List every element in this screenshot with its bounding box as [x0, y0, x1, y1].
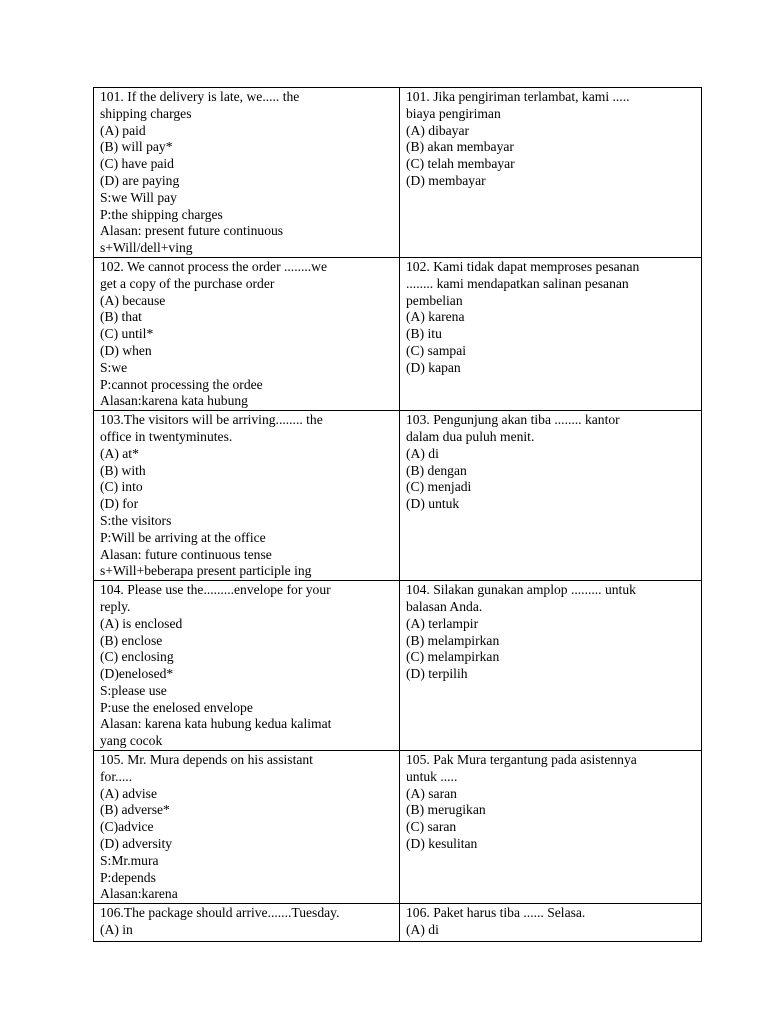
- indonesian-translation-cell: [400, 257, 702, 410]
- text-line: Alasan:karena: [100, 886, 178, 902]
- text-line: (A) because: [100, 292, 166, 308]
- text-line: (D) are paying: [100, 172, 180, 188]
- text-line: 103. Pengunjung akan tiba ........ kantor: [406, 412, 620, 428]
- question-row: [94, 88, 702, 258]
- text-line: 102. Kami tidak dapat memproses pesanan: [406, 258, 640, 274]
- text-line: P:cannot processing the ordee: [100, 376, 263, 392]
- question-row: [94, 581, 702, 751]
- text-line: (A) di: [406, 922, 439, 938]
- document-table: [93, 87, 702, 942]
- text-line: (D) kapan: [406, 359, 461, 375]
- text-line: Alasan: karena kata hubung kedua kalimat: [100, 716, 332, 732]
- english-question-cell: [94, 88, 400, 258]
- text-line: get a copy of the purchase order: [100, 275, 275, 291]
- text-line: (D) for: [100, 496, 139, 512]
- text-line: (D) membayar: [406, 172, 486, 188]
- text-line: (B) merugikan: [406, 802, 486, 818]
- text-line: (B) will pay*: [100, 139, 173, 155]
- indonesian-translation-cell: [400, 581, 702, 751]
- text-line: (C)advice: [100, 819, 154, 835]
- text-line: (C) have paid: [100, 156, 174, 172]
- text-line: (A) in: [100, 922, 133, 938]
- text-line: (C) melampirkan: [406, 649, 500, 665]
- question-row: [94, 411, 702, 581]
- text-line: dalam dua puluh menit.: [406, 428, 535, 444]
- text-line: (C) until*: [100, 326, 154, 342]
- text-line: 101. If the delivery is late, we..... the: [100, 89, 300, 104]
- text-line: Alasan: future continuous tense: [100, 546, 272, 562]
- text-line: S:we: [100, 359, 128, 375]
- text-line: (A) saran: [406, 785, 457, 801]
- text-line: balasan Anda.: [406, 598, 483, 614]
- text-line: (B) akan membayar: [406, 139, 514, 155]
- english-question-cell: [94, 581, 400, 751]
- text-line: (C) menjadi: [406, 479, 472, 495]
- text-line: untuk .....: [406, 768, 458, 784]
- text-line: (D) terpilih: [406, 666, 468, 682]
- question-row: [94, 257, 702, 410]
- text-line: 106. Paket harus tiba ...... Selasa.: [406, 905, 586, 921]
- text-line: P:depends: [100, 869, 156, 885]
- text-line: (A) is enclosed: [100, 615, 183, 631]
- text-line: (A) di: [406, 445, 439, 461]
- indonesian-translation-cell: [400, 751, 702, 904]
- text-line: (B) itu: [406, 326, 442, 342]
- text-line: (A) paid: [100, 122, 146, 138]
- text-line: 102. We cannot process the order ........we: [100, 258, 328, 274]
- text-line: (B) dengan: [406, 462, 467, 478]
- text-line: S:Mr.mura: [100, 852, 159, 868]
- text-line: (A) at*: [100, 445, 139, 461]
- english-question-cell: [94, 257, 400, 410]
- text-line: 104. Please use the.........envelope for your: [100, 582, 331, 598]
- text-line: P:use the enelosed envelope: [100, 699, 253, 715]
- text-line: (C) into: [100, 479, 143, 495]
- text-line: 103.The visitors will be arriving........ the: [100, 412, 323, 428]
- text-line: ........ kami mendapatkan salinan pesanan: [406, 275, 629, 291]
- text-line: (D)enelosed*: [100, 666, 174, 682]
- text-line: reply.: [100, 598, 131, 614]
- indonesian-translation-cell: [400, 411, 702, 581]
- text-line: 101. Jika pengiriman terlambat, kami .....: [406, 89, 630, 104]
- indonesian-translation-cell: [400, 88, 702, 258]
- indonesian-translation-cell: [400, 904, 702, 942]
- text-line: (D) kesulitan: [406, 836, 478, 852]
- text-line: (B) adverse*: [100, 802, 170, 818]
- text-line: S:the visitors: [100, 512, 172, 528]
- english-question-cell: [94, 751, 400, 904]
- text-line: office in twentyminutes.: [100, 428, 233, 444]
- text-line: (C) saran: [406, 819, 457, 835]
- text-line: (A) karena: [406, 309, 465, 325]
- text-line: 105. Mr. Mura depends on his assistant: [100, 752, 313, 768]
- text-line: Alasan: present future continuous: [100, 223, 284, 239]
- text-line: (B) melampirkan: [406, 632, 500, 648]
- text-line: 104. Silakan gunakan amplop ......... untuk: [406, 582, 636, 598]
- text-line: (C) telah membayar: [406, 156, 515, 172]
- text-line: for.....: [100, 768, 133, 784]
- text-line: Alasan:karena kata hubung: [100, 393, 248, 409]
- question-row: [94, 904, 702, 942]
- table-body: [94, 88, 702, 942]
- text-line: (D) untuk: [406, 496, 460, 512]
- text-line: (C) enclosing: [100, 649, 174, 665]
- text-line: s+Will+beberapa present participle ing: [100, 563, 312, 579]
- english-question-cell: [94, 904, 400, 942]
- text-line: P:the shipping charges: [100, 206, 223, 222]
- text-line: pembelian: [406, 292, 463, 308]
- text-line: s+Will/dell+ving: [100, 240, 193, 256]
- text-line: P:Will be arriving at the office: [100, 529, 266, 545]
- text-line: S:we Will pay: [100, 189, 177, 205]
- text-line: (B) enclose: [100, 632, 163, 648]
- text-line: shipping charges: [100, 105, 192, 121]
- text-line: 105. Pak Mura tergantung pada asistennya: [406, 752, 637, 768]
- text-line: (A) terlampir: [406, 615, 479, 631]
- text-line: (A) dibayar: [406, 122, 470, 138]
- text-line: (A) advise: [100, 785, 157, 801]
- text-line: biaya pengiriman: [406, 105, 501, 121]
- text-line: (B) with: [100, 462, 146, 478]
- text-line: yang cocok: [100, 733, 163, 749]
- text-line: (D) when: [100, 342, 152, 358]
- english-question-cell: [94, 411, 400, 581]
- text-line: 106.The package should arrive.......Tuesday.: [100, 905, 340, 921]
- text-line: S:please use: [100, 682, 167, 698]
- text-line: (C) sampai: [406, 342, 467, 358]
- question-row: [94, 751, 702, 904]
- text-line: (B) that: [100, 309, 142, 325]
- text-line: (D) adversity: [100, 836, 173, 852]
